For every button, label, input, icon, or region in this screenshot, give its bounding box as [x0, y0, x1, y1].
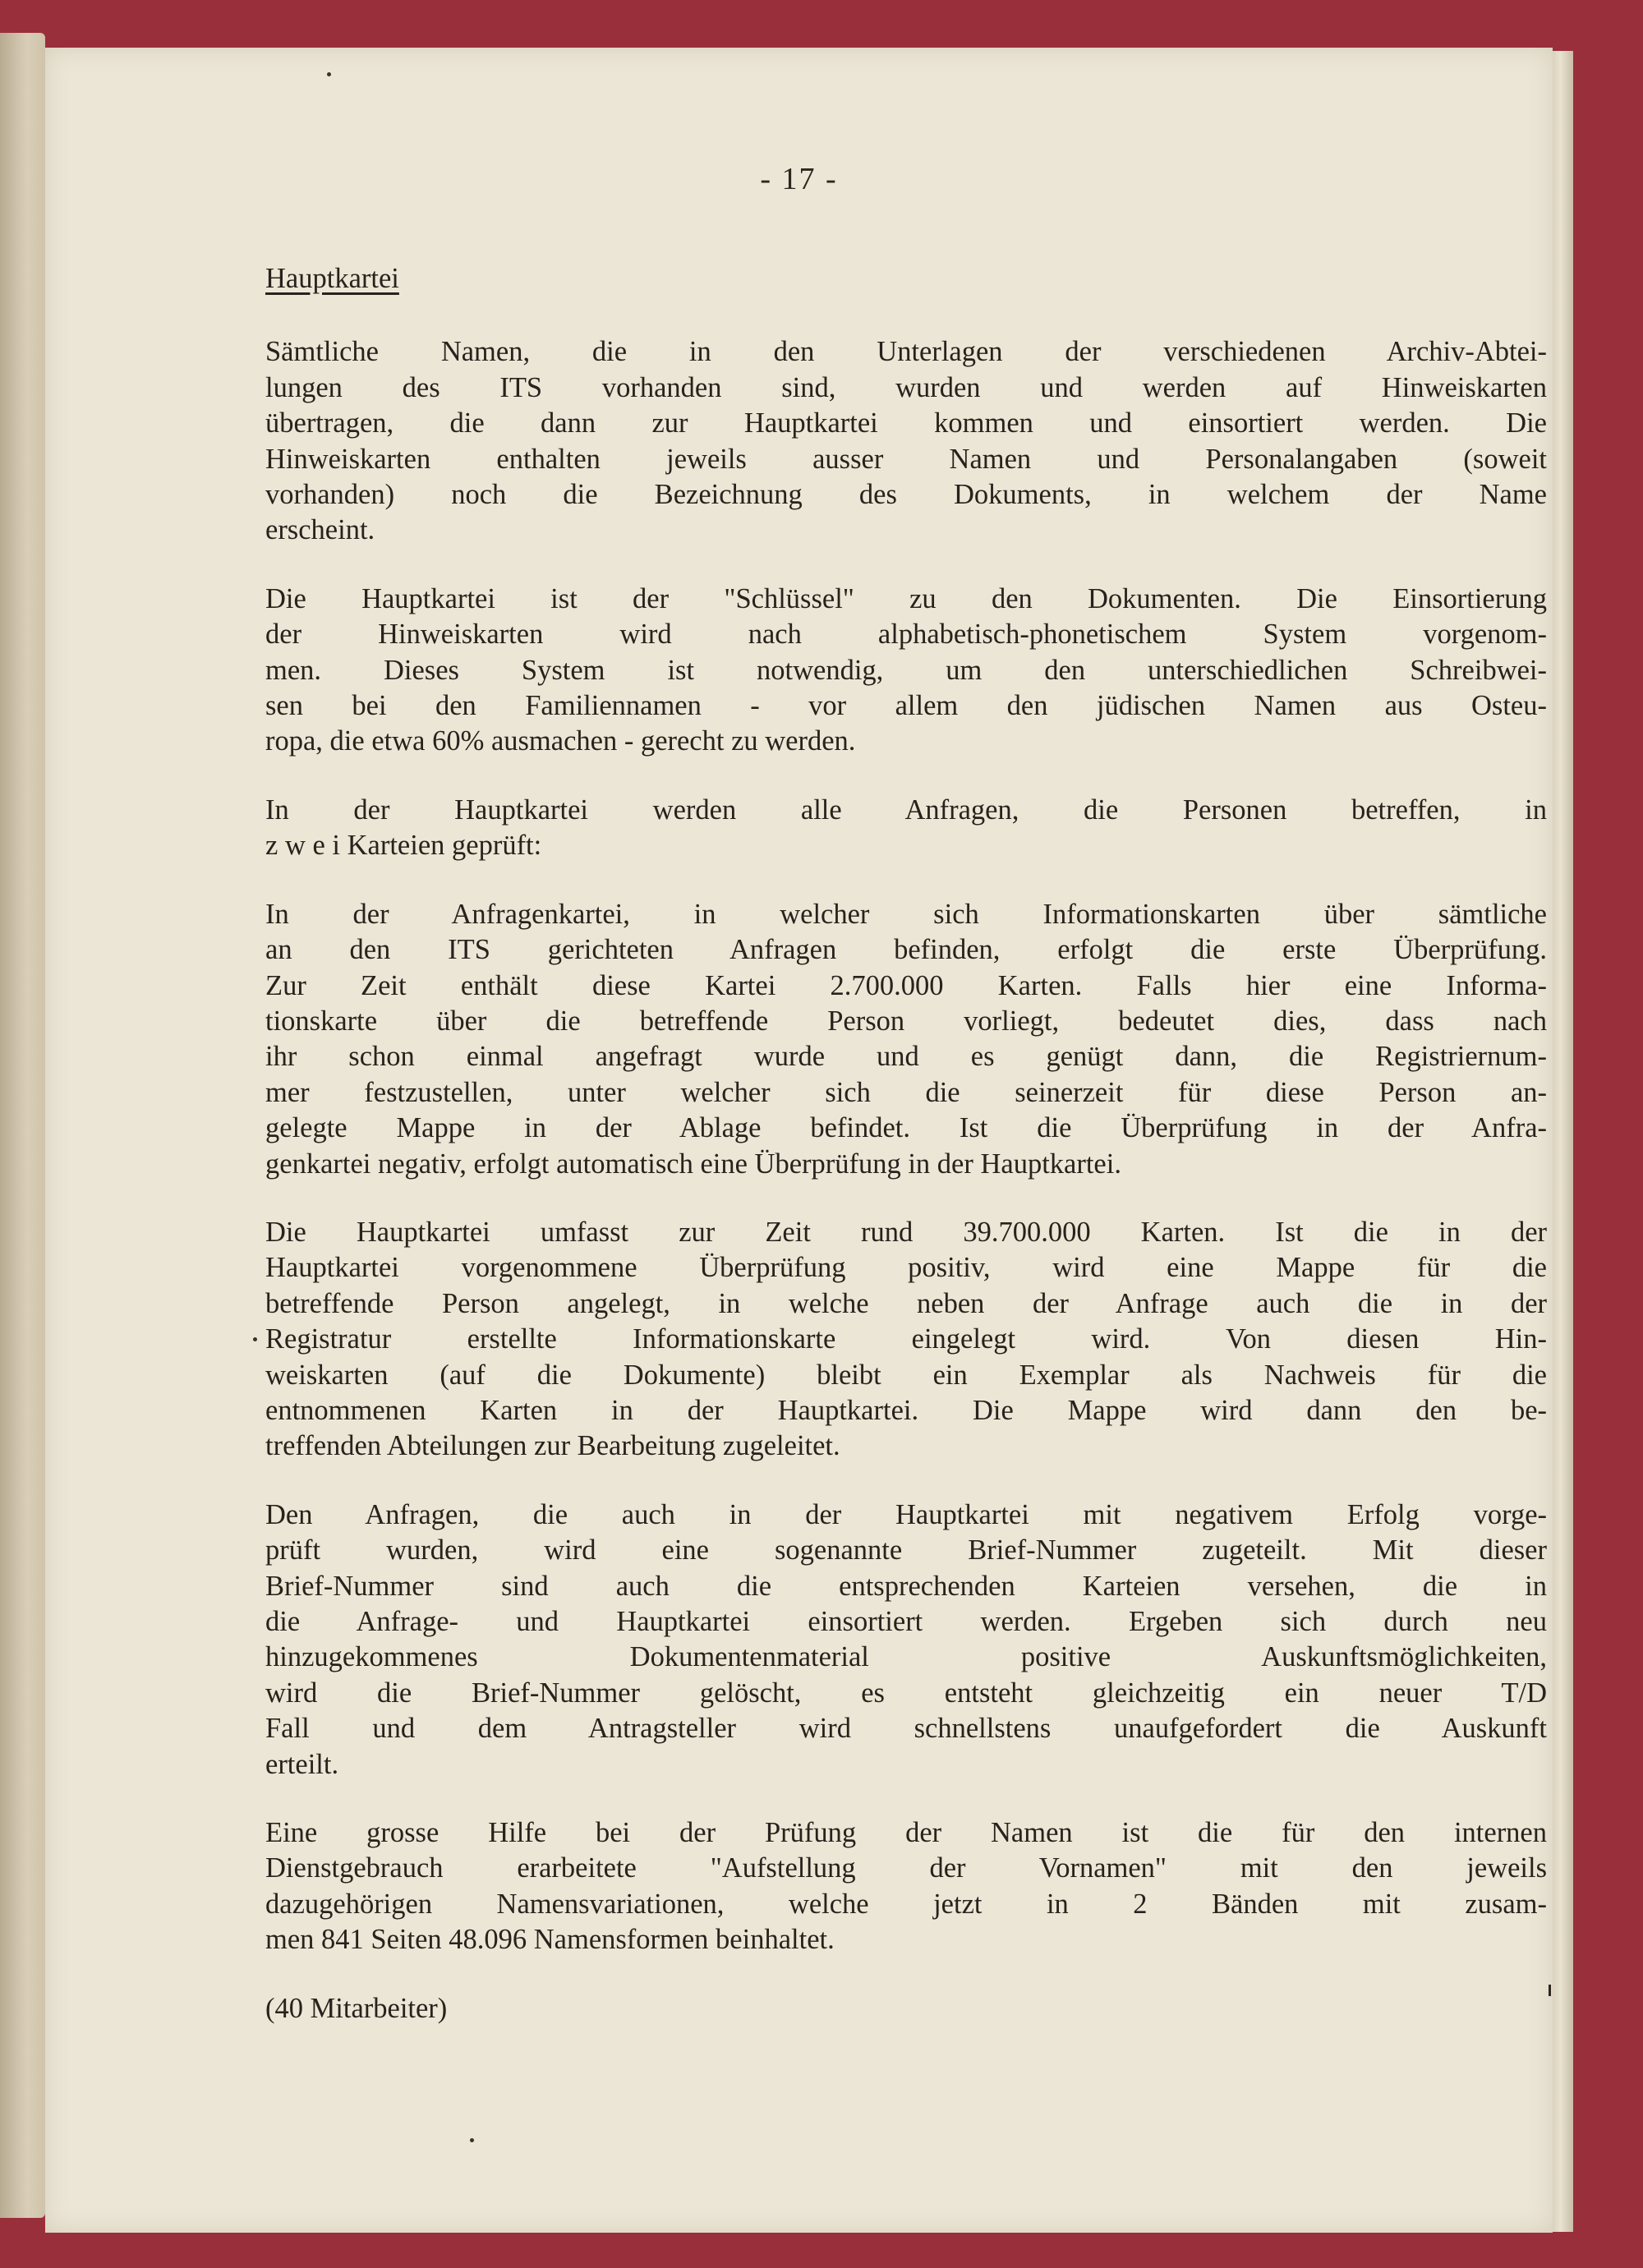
- text-line: an den ITS gerichteten Anfragen befinden, erfolgt die erste Überprüfung.: [265, 934, 1547, 966]
- text-line: ropa, die etwa 60% ausmachen - gerecht zu werden.: [265, 725, 856, 757]
- text-line: hinzugekommenes Dokumentenmaterial positive Auskunftsmöglichkeiten,: [265, 1641, 1547, 1673]
- document-page: [45, 48, 1553, 2233]
- text-line: men. Dieses System ist notwendig, um den unterschiedlichen Schreibwei-: [265, 654, 1547, 686]
- paragraph: [265, 897, 1547, 1182]
- paragraph: [265, 1815, 1547, 1958]
- paragraph: [265, 334, 1547, 548]
- text-line: Den Anfragen, die auch in der Hauptkartei mit negativem Erfolg vorge-: [265, 1498, 1547, 1530]
- text-line: genkartei negativ, erfolgt automatisch eine Überprüfung in der Hauptkartei.: [265, 1148, 1121, 1180]
- margin-mark: [1549, 1985, 1551, 1996]
- staff-count-note: (40 Mitarbeiter): [265, 1992, 448, 2024]
- text-line: mer festzustellen, unter welcher sich die seinerzeit für diese Person an-: [265, 1076, 1547, 1108]
- text-line: Hinweiskarten enthalten jeweils ausser Namen und Personalangaben (soweit: [265, 443, 1547, 475]
- paper-speck: [470, 2138, 474, 2142]
- text-line: z w e i Karteien geprüft:: [265, 830, 542, 862]
- text-line: ihr schon einmal angefragt wurde und es genügt dann, die Registriernum-: [265, 1041, 1547, 1073]
- text-line: die Anfrage- und Hauptkartei einsortiert werden. Ergeben sich durch neu: [265, 1606, 1547, 1637]
- text-line: erscheint.: [265, 514, 375, 546]
- text-line: erteilt.: [265, 1748, 339, 1780]
- text-line: men 841 Seiten 48.096 Namensformen beinhaltet.: [265, 1924, 835, 1956]
- text-line: lungen des ITS vorhanden sind, wurden und werden auf Hinweiskarten: [265, 371, 1547, 403]
- text-line: tionskarte über die betreffende Person vorliegt, bedeutet dies, dass nach: [265, 1005, 1547, 1037]
- text-line: In der Anfragenkartei, in welcher sich Informationskarten über sämtliche: [265, 898, 1547, 930]
- text-line: übertragen, die dann zur Hauptkartei kommen und einsortiert werden. Die: [265, 407, 1547, 439]
- text-line: treffenden Abteilungen zur Bearbeitung zugeleitet.: [265, 1430, 840, 1462]
- page-number: - 17 -: [760, 162, 838, 196]
- text-line: dazugehörigen Namensvariationen, welche jetzt in 2 Bänden mit zusam-: [265, 1888, 1547, 1920]
- text-line: Registratur erstellte Informationskarte eingelegt wird. Von diesen Hin-: [265, 1323, 1547, 1355]
- text-line: Die Hauptkartei ist der "Schlüssel" zu den Dokumenten. Die Einsortierung: [265, 582, 1547, 614]
- text-line: In der Hauptkartei werden alle Anfragen, die Personen betreffen, in: [265, 794, 1547, 826]
- text-line: entnommenen Karten in der Hauptkartei. Die Mappe wird dann den be-: [265, 1394, 1547, 1426]
- text-line: betreffende Person angelegt, in welche neben der Anfrage auch die in der: [265, 1287, 1547, 1319]
- text-line: Zur Zeit enthält diese Kartei 2.700.000 Karten. Falls hier eine Informa-: [265, 969, 1547, 1001]
- paragraph: [265, 582, 1547, 760]
- text-line: Hauptkartei vorgenommene Überprüfung positiv, wird eine Mappe für die: [265, 1252, 1547, 1284]
- text-line: wird die Brief-Nummer gelöscht, es entsteht gleichzeitig ein neuer T/D: [265, 1677, 1547, 1709]
- page-content: [265, 261, 1547, 2059]
- text-line: vorhanden) noch die Bezeichnung des Dokuments, in welchem der Name: [265, 479, 1547, 511]
- paragraph: [265, 1215, 1547, 1465]
- text-line: Dienstgebrauch erarbeitete "Aufstellung der Vornamen" mit den jeweils: [265, 1852, 1547, 1884]
- text-line: Brief-Nummer sind auch die entsprechenden Karteien versehen, die in: [265, 1570, 1547, 1602]
- text-line: sen bei den Familiennamen - vor allem den jüdischen Namen aus Osteu-: [265, 690, 1547, 722]
- paragraph: [265, 1497, 1547, 1783]
- text-line: weiskarten (auf die Dokumente) bleibt ein Exemplar als Nachweis für die: [265, 1359, 1547, 1391]
- right-page-stack: [1551, 51, 1573, 2232]
- paper-speck: [327, 72, 331, 76]
- text-line: Fall und dem Antragsteller wird schnellstens unaufgefordert die Auskunft: [265, 1713, 1547, 1745]
- text-line: Sämtliche Namen, die in den Unterlagen der verschiedenen Archiv-Abtei-: [265, 336, 1547, 368]
- paper-speck: [253, 1337, 257, 1341]
- text-line: prüft wurden, wird eine sogenannte Brief-Nummer zugeteilt. Mit dieser: [265, 1534, 1547, 1566]
- text-line: Eine grosse Hilfe bei der Prüfung der Namen ist die für den internen: [265, 1817, 1547, 1849]
- left-page-edge: [0, 33, 45, 2218]
- paragraph: [265, 793, 1547, 864]
- section-heading: Hauptkartei: [265, 263, 399, 294]
- text-line: Die Hauptkartei umfasst zur Zeit rund 39.700.000 Karten. Ist die in der: [265, 1216, 1547, 1248]
- text-line: der Hinweiskarten wird nach alphabetisch-phonetischem System vorgenom-: [265, 619, 1547, 651]
- text-line: gelegte Mappe in der Ablage befindet. Ist die Überprüfung in der Anfra-: [265, 1112, 1547, 1144]
